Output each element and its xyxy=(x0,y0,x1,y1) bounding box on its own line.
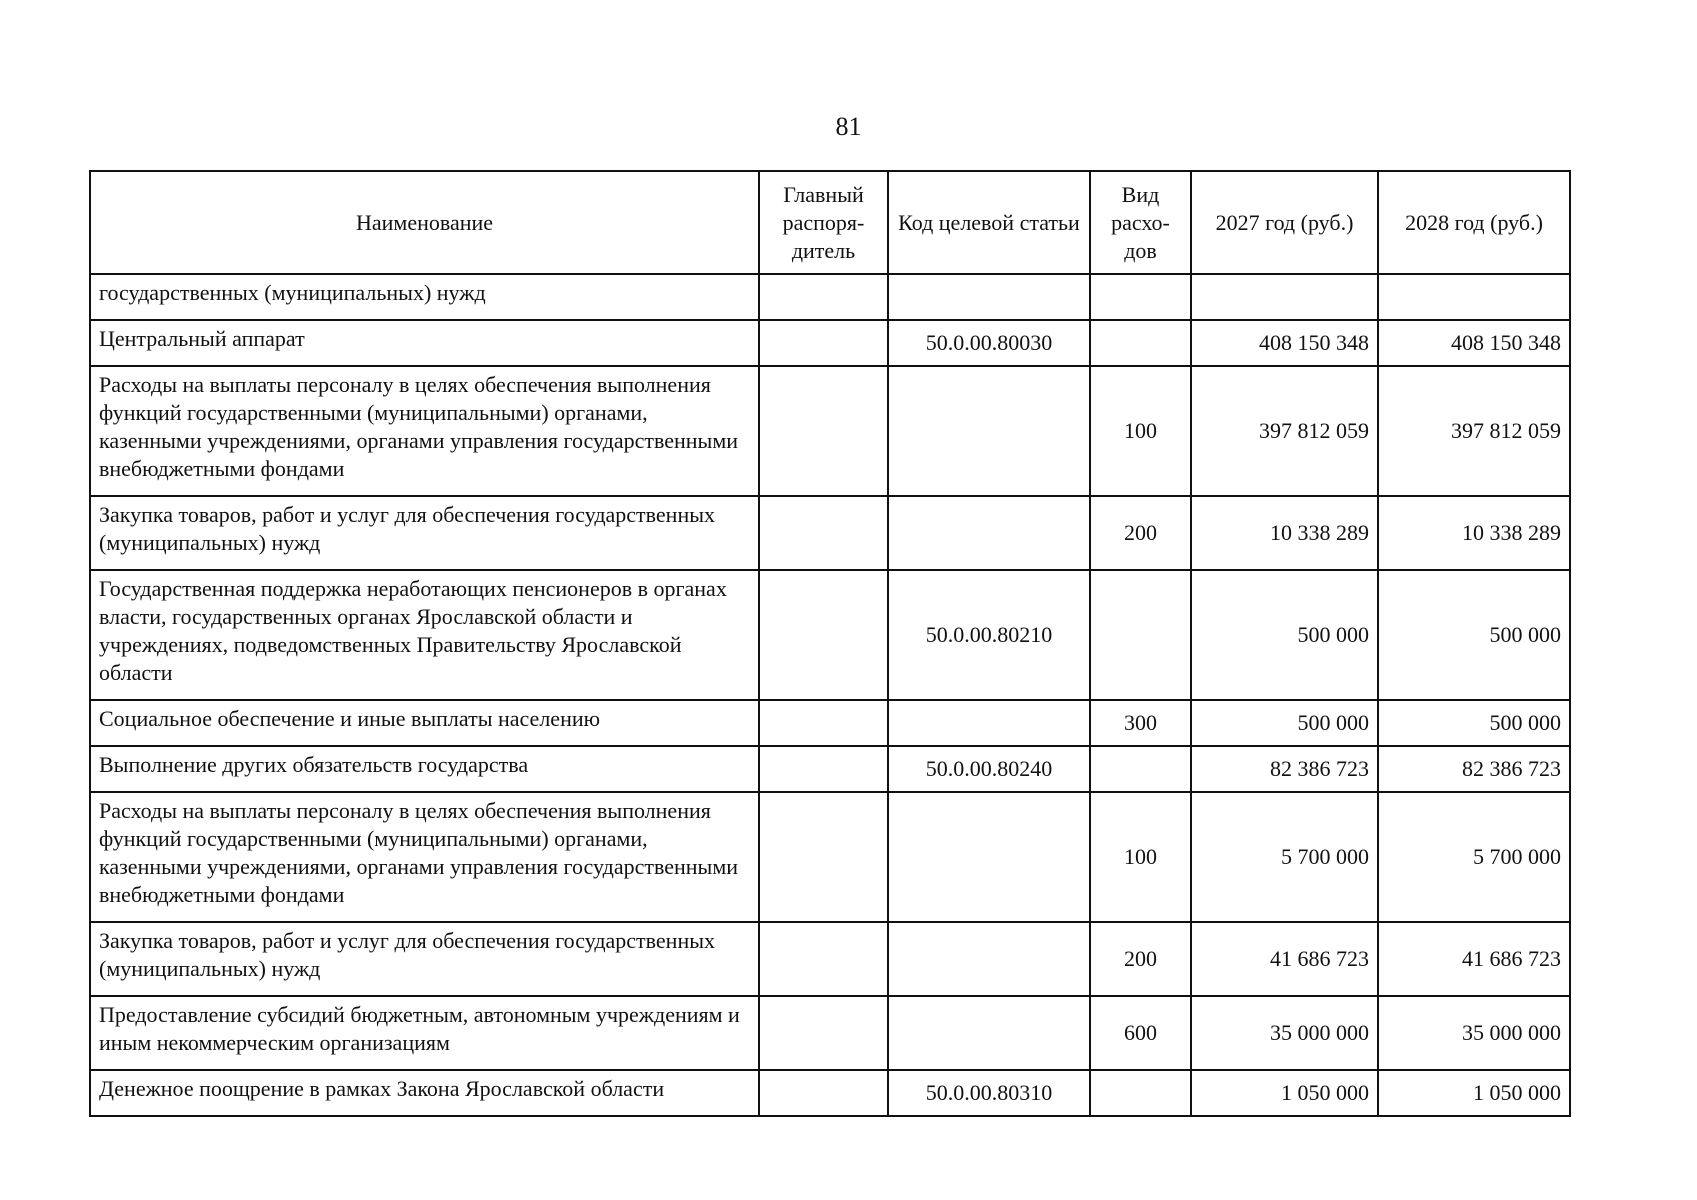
cell-2027: 5 700 000 xyxy=(1191,792,1378,922)
table-row xyxy=(90,746,1570,792)
cell-glav xyxy=(759,274,888,320)
cell-vid xyxy=(1090,320,1191,366)
cell-2027: 500 000 xyxy=(1191,570,1378,700)
cell-2027: 41 686 723 xyxy=(1191,922,1378,996)
cell-2028: 500 000 xyxy=(1378,700,1570,746)
table-row xyxy=(90,1070,1570,1116)
cell-code xyxy=(888,922,1090,996)
cell-2027: 10 338 289 xyxy=(1191,496,1378,570)
cell-2027: 408 150 348 xyxy=(1191,320,1378,366)
table-row xyxy=(90,496,1570,570)
cell-vid: 100 xyxy=(1090,792,1191,922)
cell-code xyxy=(888,996,1090,1070)
cell-glav xyxy=(759,496,888,570)
cell-glav xyxy=(759,792,888,922)
header-2028: 2028 год (руб.) xyxy=(1378,171,1570,274)
cell-code xyxy=(888,792,1090,922)
cell-2028: 5 700 000 xyxy=(1378,792,1570,922)
cell-vid: 200 xyxy=(1090,922,1191,996)
cell-2027: 35 000 000 xyxy=(1191,996,1378,1070)
header-code: Код целевой статьи xyxy=(888,171,1090,274)
header-name: Наименование xyxy=(90,171,759,274)
budget-table xyxy=(89,170,1571,1117)
cell-2027: 1 050 000 xyxy=(1191,1070,1378,1116)
cell-name: Выполнение других обязательств государства xyxy=(90,746,759,792)
cell-name: Расходы на выплаты персоналу в целях обеспечения выполнения функций государственными (муниципальными) органами, казенными учреждениями, органами управления государственными внебюджетными фондами xyxy=(90,366,759,496)
cell-glav xyxy=(759,366,888,496)
cell-vid xyxy=(1090,570,1191,700)
table-row xyxy=(90,274,1570,320)
cell-name: Государственная поддержка неработающих пенсионеров в органах власти, государственных органах Ярославской области и учреждениях, подведомственных Правительству Ярославской области xyxy=(90,570,759,700)
table-row xyxy=(90,996,1570,1070)
cell-vid: 300 xyxy=(1090,700,1191,746)
cell-code: 50.0.00.80030 xyxy=(888,320,1090,366)
cell-glav xyxy=(759,996,888,1070)
cell-name: Денежное поощрение в рамках Закона Ярославской области xyxy=(90,1070,759,1116)
cell-glav xyxy=(759,320,888,366)
table-row xyxy=(90,792,1570,922)
cell-name: Расходы на выплаты персоналу в целях обеспечения выполнения функций государственными (муниципальными) органами, казенными учреждениями, органами управления государственными внебюджетными фондами xyxy=(90,792,759,922)
page-number: 81 xyxy=(835,112,862,141)
cell-glav xyxy=(759,700,888,746)
cell-name: Социальное обеспечение и иные выплаты населению xyxy=(90,700,759,746)
cell-2028 xyxy=(1378,274,1570,320)
cell-code xyxy=(888,366,1090,496)
table-row xyxy=(90,366,1570,496)
cell-2027: 397 812 059 xyxy=(1191,366,1378,496)
cell-glav xyxy=(759,570,888,700)
table-row xyxy=(90,320,1570,366)
cell-vid xyxy=(1090,1070,1191,1116)
cell-2028: 1 050 000 xyxy=(1378,1070,1570,1116)
table-row xyxy=(90,700,1570,746)
cell-vid: 200 xyxy=(1090,496,1191,570)
cell-code xyxy=(888,274,1090,320)
cell-2028: 35 000 000 xyxy=(1378,996,1570,1070)
cell-code xyxy=(888,700,1090,746)
cell-name: Центральный аппарат xyxy=(90,320,759,366)
cell-vid: 100 xyxy=(1090,366,1191,496)
cell-name: Закупка товаров, работ и услуг для обеспечения государственных (муниципальных) нужд xyxy=(90,922,759,996)
cell-name: Закупка товаров, работ и услуг для обеспечения государственных (муниципальных) нужд xyxy=(90,496,759,570)
cell-glav xyxy=(759,922,888,996)
cell-2028: 41 686 723 xyxy=(1378,922,1570,996)
cell-vid xyxy=(1090,274,1191,320)
cell-2028: 397 812 059 xyxy=(1378,366,1570,496)
table-row xyxy=(90,922,1570,996)
cell-vid: 600 xyxy=(1090,996,1191,1070)
cell-code xyxy=(888,496,1090,570)
cell-glav xyxy=(759,746,888,792)
cell-code: 50.0.00.80240 xyxy=(888,746,1090,792)
table-row xyxy=(90,570,1570,700)
table-header-row xyxy=(90,171,1570,274)
cell-2027: 500 000 xyxy=(1191,700,1378,746)
cell-2027: 82 386 723 xyxy=(1191,746,1378,792)
header-glav: Главный распоря- дитель xyxy=(759,171,888,274)
cell-code: 50.0.00.80310 xyxy=(888,1070,1090,1116)
cell-2028: 408 150 348 xyxy=(1378,320,1570,366)
cell-name: Предоставление субсидий бюджетным, автономным учреждениям и иным некоммерческим организациям xyxy=(90,996,759,1070)
cell-2028: 82 386 723 xyxy=(1378,746,1570,792)
cell-vid xyxy=(1090,746,1191,792)
header-vid: Вид расхо- дов xyxy=(1090,171,1191,274)
cell-2027 xyxy=(1191,274,1378,320)
cell-code: 50.0.00.80210 xyxy=(888,570,1090,700)
cell-2028: 10 338 289 xyxy=(1378,496,1570,570)
header-2027: 2027 год (руб.) xyxy=(1191,171,1378,274)
cell-2028: 500 000 xyxy=(1378,570,1570,700)
cell-name: государственных (муниципальных) нужд xyxy=(90,274,759,320)
cell-glav xyxy=(759,1070,888,1116)
